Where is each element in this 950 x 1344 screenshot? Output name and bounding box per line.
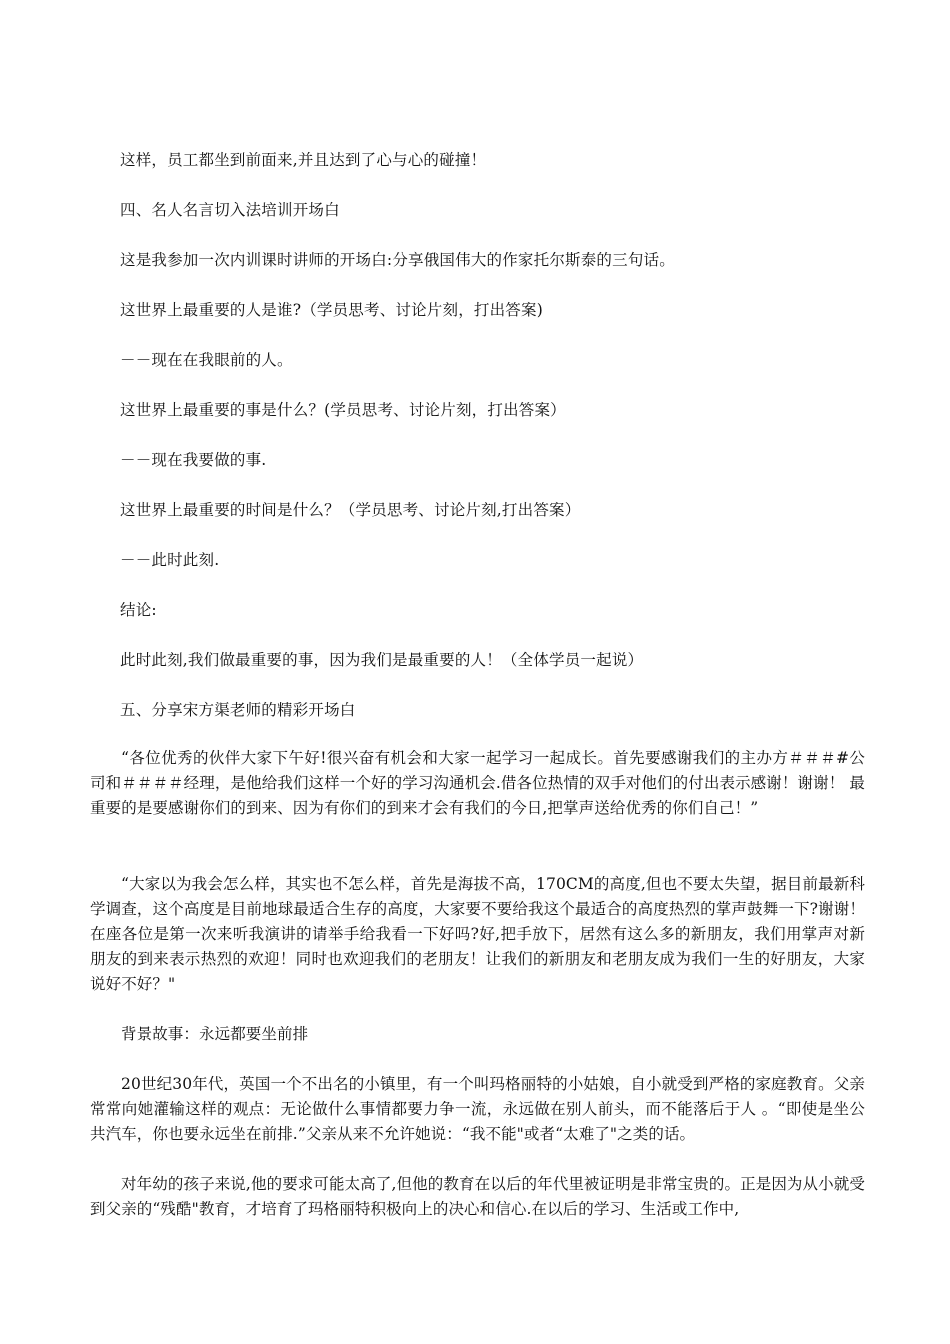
text-line: 这样，员工都坐到前面来,并且达到了心与心的碰撞！ (120, 151, 487, 169)
text-line: －－此时此刻. (120, 551, 220, 569)
text-line: 这世界上最重要的时间是什么？（学员思考、讨论片刻,打出答案） (120, 501, 581, 519)
text-line: －－现在在我眼前的人。 (120, 351, 293, 369)
text-line: 结论: (120, 601, 157, 619)
subheading: 背景故事：永远都要坐前排 (121, 1025, 309, 1043)
section-heading: 四、名人名言切入法培训开场白 (120, 201, 340, 219)
paragraph: 20世纪30年代，英国一个不出名的小镇里，有一个叫玛格丽特的小姑娘，自小就受到严格的家庭教育。父亲常常向她灌输这样的观点：无论做什么事情都要力争一流，永远做在别人前头，而不能落后于人 。“即使是坐公共汽车，你也要永远坐在前排.”父亲从来不允许她说：“我不能"或者“太难了"之类的话。 (90, 1075, 865, 1143)
text-line: －－现在我要做的事. (120, 451, 267, 469)
text-line: 这是我参加一次内训课时讲师的开场白:分享俄国伟大的作家托尔斯泰的三句话。 (120, 251, 675, 269)
text-line: 这世界上最重要的人是谁?（学员思考、讨论片刻，打出答案) (120, 301, 543, 319)
text-line: 此时此刻,我们做最重要的事，因为我们是最重要的人！（全体学员一起说） (120, 651, 644, 669)
paragraph: “各位优秀的伙伴大家下午好!很兴奋有机会和大家一起学习一起成长。首先要感谢我们的主办方＃＃＃#公司和＃＃＃＃经理，是他给我们这样一个好的学习沟通机会.借各位热情的双手对他们的付出表示感谢！谢谢！ 最重要的是要感谢你们的到来、因为有你们的到来才会有我们的今日,把掌声送给优秀的你们自己！” (90, 749, 865, 817)
text-line: 这世界上最重要的事是什么？(学员思考、讨论片刻，打出答案） (120, 401, 566, 419)
section-heading: 五、分享宋方渠老师的精彩开场白 (120, 701, 356, 719)
paragraph: 对年幼的孩子来说,他的要求可能太高了,但他的教育在以后的年代里被证明是非常宝贵的。正是因为从小就受到父亲的“残酷"教育，才培育了玛格丽特积极向上的决心和信心.在以后的学习、生活或工作中, (90, 1175, 865, 1218)
paragraph: “大家以为我会怎么样，其实也不怎么样，首先是海拔不高，170CM的高度,但也不要太失望，据目前最新科学调查，这个高度是目前地球最适合生存的高度，大家要不要给我这个最适合的高度热烈的掌声鼓舞一下?谢谢！在座各位是第一次来听我演讲的请举手给我看一下好吗?好,把手放下，居然有这么多的新朋友，我们用掌声对新朋友的到来表示热烈的欢迎！同时也欢迎我们的老朋友！让我们的新朋友和老朋友成为我们一生的好朋友，大家说好不好？" (90, 875, 865, 993)
